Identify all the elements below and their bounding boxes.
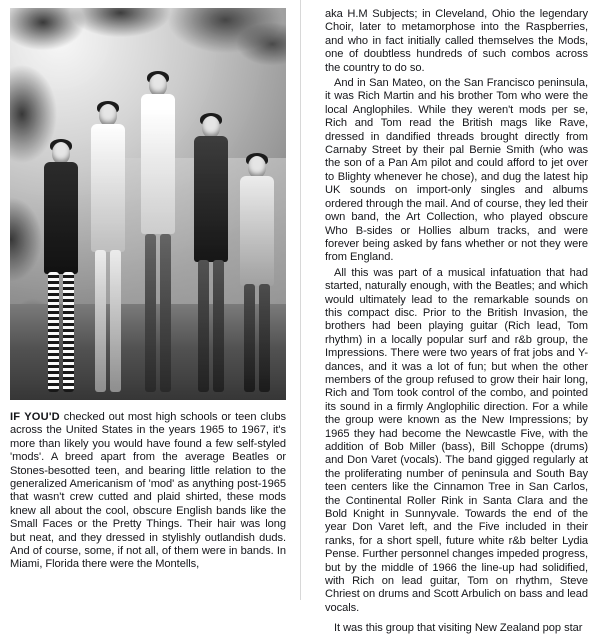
figure-legs (243, 284, 271, 392)
article-body-text (325, 8, 588, 636)
figure-legs (47, 272, 75, 392)
caption-leadin: IF YOU'D (10, 411, 60, 423)
left-column (0, 0, 300, 600)
figure-torso (194, 136, 228, 262)
figure-leg-left (48, 272, 59, 392)
caption-paragraph (10, 411, 286, 572)
figure-leg-left (145, 234, 156, 392)
body-paragraph: aka H.M Subjects; in Cleveland, Ohio the legendary Choir, later to metamorphose into the Raspberries, and who in fact initially called themselves the Mods, one of doubtless hundreds of such combos across the country to do so. (325, 8, 588, 74)
figure-leg-right (160, 234, 171, 392)
figure-leg-right (110, 250, 121, 392)
band-member-figure (36, 142, 86, 392)
figure-leg-right (63, 272, 74, 392)
figure-leg-right (259, 284, 270, 392)
band-member-figure (186, 116, 236, 392)
figure-leg-left (198, 260, 209, 392)
figure-legs (144, 234, 172, 392)
article-caption-text (10, 411, 286, 572)
band-member-figure (234, 156, 280, 392)
figure-legs (94, 250, 122, 392)
figure-torso (91, 124, 125, 252)
caption-body: checked out most high schools or teen clubs across the United States in the years 1965 to 1967, it's more than likely you would have found a few self-styled 'mods'. A breed apart from the average Beatles or Stones-besotted teen, and bearing little relation to the generalized Americanism of 'mod' as anything post-1965 that wasn't crew cutted and plaid shirted, these mods knew all about the cool, obscure English bands like the Small Faces or the Pretty Things. Their hair was long but neat, and they dressed in stylishly outlandish duds. And of course, some, if not all, of them were in bands. In Miami, Florida there were the Montells, (10, 411, 287, 571)
figure-head (149, 74, 167, 96)
figure-torso (44, 162, 78, 274)
figure-torso (141, 94, 175, 234)
figure-torso (240, 176, 274, 286)
band-member-figure (84, 104, 132, 392)
body-paragraph: It was this group that visiting New Zealand pop star (334, 622, 583, 635)
figure-leg-left (244, 284, 255, 392)
body-paragraph: And in San Mateo, on the San Francisco peninsula, it was Rich Martin and his brother Tom who were the local Anglophiles. While they weren't mods per se, Rich and Tom read the British mags like Rave, dressed in dandified threads brought directly from Carnaby Street by their pal Bernie Smith (who was the son of a Pan Am pilot and could afford to jet over to Blighty whenever he chose), and dug the latest hip UK sounds on import-only singles and albums ordered through the mail. And of course, they led their own band, the Art Collection, who played obscure Who B-sides or Hollies album tracks, and were forever being asked by fans whether or not they were from England. (325, 77, 588, 264)
figure-head (248, 156, 266, 178)
band-group-photo (10, 8, 286, 400)
band-member-figure (132, 74, 184, 392)
figure-leg-right (213, 260, 224, 392)
figure-legs (197, 260, 225, 392)
figure-leg-left (95, 250, 106, 392)
figure-head (52, 142, 70, 164)
body-paragraph: All this was part of a musical infatuation that had started, naturally enough, with the Beatles; and which would ultimately lead to the remarkable sounds on this compact disc. Prior to the British Invasion, the brothers had been playing guitar (Rich lead, Tom rhythm) in a locally popular surf and r&b group, the Impressions. There were two years of frat jobs and Y-dances, and it was a lot of fun; but when the other members of the group refused to grow their hair long, Rich and Tom took control of the combo, and pointed its sound in a firmly Anglophilic direction. For a while the group were known as the New Impressions; by 1965 they had become the Newcastle Five, with the addition of Bob Miller (bass), Bill Schoppe (drums) and Don Varet (vocals). The band gigged regularly at the proliferating number of peninsula and South Bay teen centers like the Cinnamon Tree in San Carlos, the Continental Roller Rink in Santa Clara and the Bold Knight in Sunnyvale. Towards the end of the year Don Varet left, and the Five included in their ranks, for a short spell, future white r&b belter Lydia Pense. Further personnel changes impeded progress, but by the middle of 1966 the line-up had solidified, with Rich on lead guitar, Tom on rhythm, Steve Chriest on drums and Scott Arbulich on bass and lead vocals. (325, 266, 588, 614)
figure-head (202, 116, 220, 138)
figure-head (99, 104, 117, 126)
right-column (300, 0, 600, 635)
